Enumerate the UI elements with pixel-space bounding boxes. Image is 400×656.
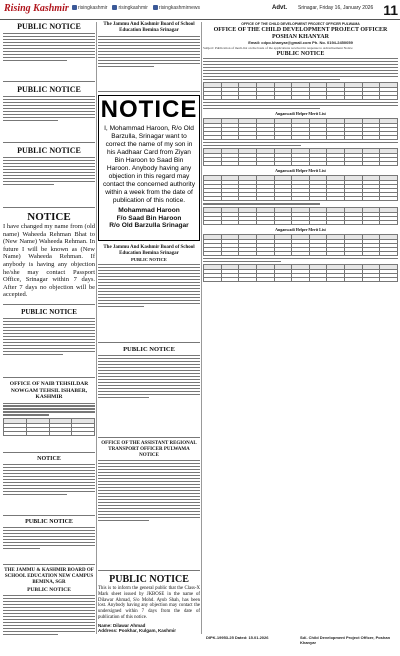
- notice-text: [203, 58, 398, 80]
- ad-text: [3, 527, 95, 549]
- rto-notice: [98, 441, 200, 571]
- notice-text: [203, 203, 398, 204]
- ad-text: [98, 460, 200, 521]
- ad-title: PUBLIC NOTICE: [17, 85, 81, 94]
- public-notice-ad: [3, 146, 95, 208]
- notice-subject: Subject: Publication of merit-list on the basis of the applications received in response to Advertisement Notice: [203, 46, 353, 50]
- ad-title: The Jammu And Kashmir Board of School Education Bemina Srinagar: [103, 22, 195, 33]
- notice-text: [203, 258, 398, 262]
- office-email: Email: cdpo.khanyar@gmail.com Ph. No. 0194-2450059: [248, 39, 353, 45]
- social-links: [72, 5, 200, 11]
- public-notice-ad: [3, 308, 95, 378]
- merit-table: [203, 175, 398, 201]
- merit-table: [203, 234, 398, 256]
- ad-title: PUBLIC NOTICE: [109, 574, 189, 585]
- notice-text: [203, 142, 398, 146]
- ad-subtitle: PUBLIC NOTICE: [27, 587, 71, 593]
- notice-subtitle: PUBLIC NOTICE: [276, 51, 325, 57]
- page-number: 11: [383, 2, 398, 18]
- ad-title: OFFICE OF THE ASSISTANT REGIONAL TRANSPORT OFFICER PULWAMA: [101, 441, 197, 452]
- merit-table: [203, 264, 398, 282]
- board-notice: [98, 22, 200, 92]
- public-notice-ad: [3, 519, 95, 565]
- notice-signature: Mohammad Haroon F/o Saad Bin Haroon R/o Old Barzulla Srinagar: [109, 207, 189, 230]
- ad-text: [3, 595, 95, 635]
- ad-subtitle: NOTICE: [139, 453, 159, 458]
- notice-heading: NOTICE: [100, 96, 198, 123]
- twitter-link[interactable]: risingkashmir: [112, 5, 147, 11]
- public-notice-ad: [3, 85, 95, 143]
- section-label: Advt.: [272, 5, 287, 11]
- ad-text: [98, 36, 200, 67]
- board-notice: [98, 245, 200, 343]
- name-correction-notice: [98, 95, 200, 241]
- name-change-notice: [3, 211, 95, 305]
- ad-text: [3, 33, 95, 61]
- ad-title: PUBLIC NOTICE: [21, 308, 77, 316]
- footer-signature: Sd/- Child Development Project Officer, Poshan Khanyar: [300, 635, 391, 645]
- public-notice-ad: [3, 22, 95, 82]
- ad-text: [3, 464, 95, 495]
- ad-title: THE JAMMU & KASHMIR BOARD OF SCHOOL EDUCATION NEW CAMPUS BEMINA, SGR: [4, 568, 94, 585]
- notice-ad: [3, 456, 95, 516]
- page-footer: [0, 634, 400, 645]
- table-heading: Anganwadi Helper Merit List: [275, 111, 326, 117]
- ad-text: [3, 157, 95, 185]
- tehsil-office-notice: [3, 381, 95, 453]
- facebook-link[interactable]: risingkashmir: [72, 5, 107, 11]
- public-notice-ad: [98, 346, 200, 438]
- column-divider: [96, 22, 97, 634]
- notice-text: [203, 102, 398, 109]
- ad-title: PUBLIC NOTICE: [17, 146, 81, 155]
- merit-table: [203, 148, 398, 166]
- ad-title: NOTICE: [27, 211, 71, 223]
- lost-certificate-notice: [98, 574, 200, 656]
- table-heading: Anganwadi Helper Merit List: [275, 226, 326, 232]
- facebook-icon: [72, 5, 77, 10]
- ad-text: [98, 264, 200, 307]
- ad-subtitle: PUBLIC NOTICE: [131, 257, 167, 262]
- notice-body: I, Mohammad Haroon, R/o Old Barzulla, Srinagar want to correct the name of my son in his Aadhaar Card from Ziyan Bin Haroon to Saad Bin Haroon. Anybody having any objection in this regard may contact the concerned authority within a week from the date of publication of this notice.: [103, 125, 196, 204]
- page-header: [0, 0, 400, 20]
- ad-body: This is to inform the general public that the Class-X Mark sheet issued by JKBOSE in the name of Dilawar Ahmad, S/o Mohd. Ayub Shah, has been lost. Anybody having any objection may contact the undersigned within 7 days from the date of publication of this notice.: [98, 586, 200, 620]
- ad-title: PUBLIC NOTICE: [25, 519, 73, 525]
- merit-table: [203, 207, 398, 225]
- ad-title: PUBLIC NOTICE: [123, 346, 175, 353]
- newspaper-logo: Rising Kashmir: [4, 3, 69, 14]
- ad-body: I have changed my name from (old name) Waheeda Rehman Bhat to (New Name) Waheeda Rehman. In future I will be known as (New Name) Waheeda Rehman. If anybody is having any objection he/she may contact Passport Office, Srinagar within 7 days. After 7 days no objection will be accepted.: [3, 223, 95, 299]
- ad-title: PUBLIC NOTICE: [17, 22, 81, 31]
- instagram-icon: [153, 5, 158, 10]
- instagram-link[interactable]: risingkashmirnews: [153, 5, 200, 11]
- ad-title: NOTICE: [37, 456, 61, 462]
- table-heading: Anganwadi Helper Merit List: [275, 168, 326, 174]
- issue-date: Srinagar, Friday 16, January 2026: [298, 5, 374, 11]
- ad-text: [98, 355, 200, 398]
- office-title: OFFICE OF THE CHILD DEVELOPMENT PROJECT OFFICER POSHAN KHANYAR: [213, 26, 388, 40]
- ad-title: The Jammu And Kashmir Board of School Education Bemina Srinagar: [103, 245, 195, 256]
- column-divider: [201, 22, 202, 634]
- dipk-number: DIPK-19953-25 Dated: 15.01.2026: [206, 635, 269, 640]
- cdpo-merit-list-notice: [203, 22, 398, 632]
- ad-table: [3, 418, 95, 436]
- ad-text: [3, 403, 95, 416]
- ad-signature: Name: Dilawar Ahmad Address: Pookhar, Kulgam, Kashmir: [98, 622, 177, 633]
- merit-table: [203, 118, 398, 140]
- twitter-icon: [112, 5, 117, 10]
- ad-text: [3, 318, 95, 355]
- govt-line: OFFICE OF THE CHILD DEVELOPMENT PROJECT OFFICER PULWAMA: [241, 22, 360, 26]
- ad-text: [3, 96, 95, 121]
- merit-table: [203, 82, 398, 100]
- ad-title: OFFICE OF NAIB TEHSILDAR NOWGAM TEHSIL ISHABER, KASHMIR: [9, 381, 89, 400]
